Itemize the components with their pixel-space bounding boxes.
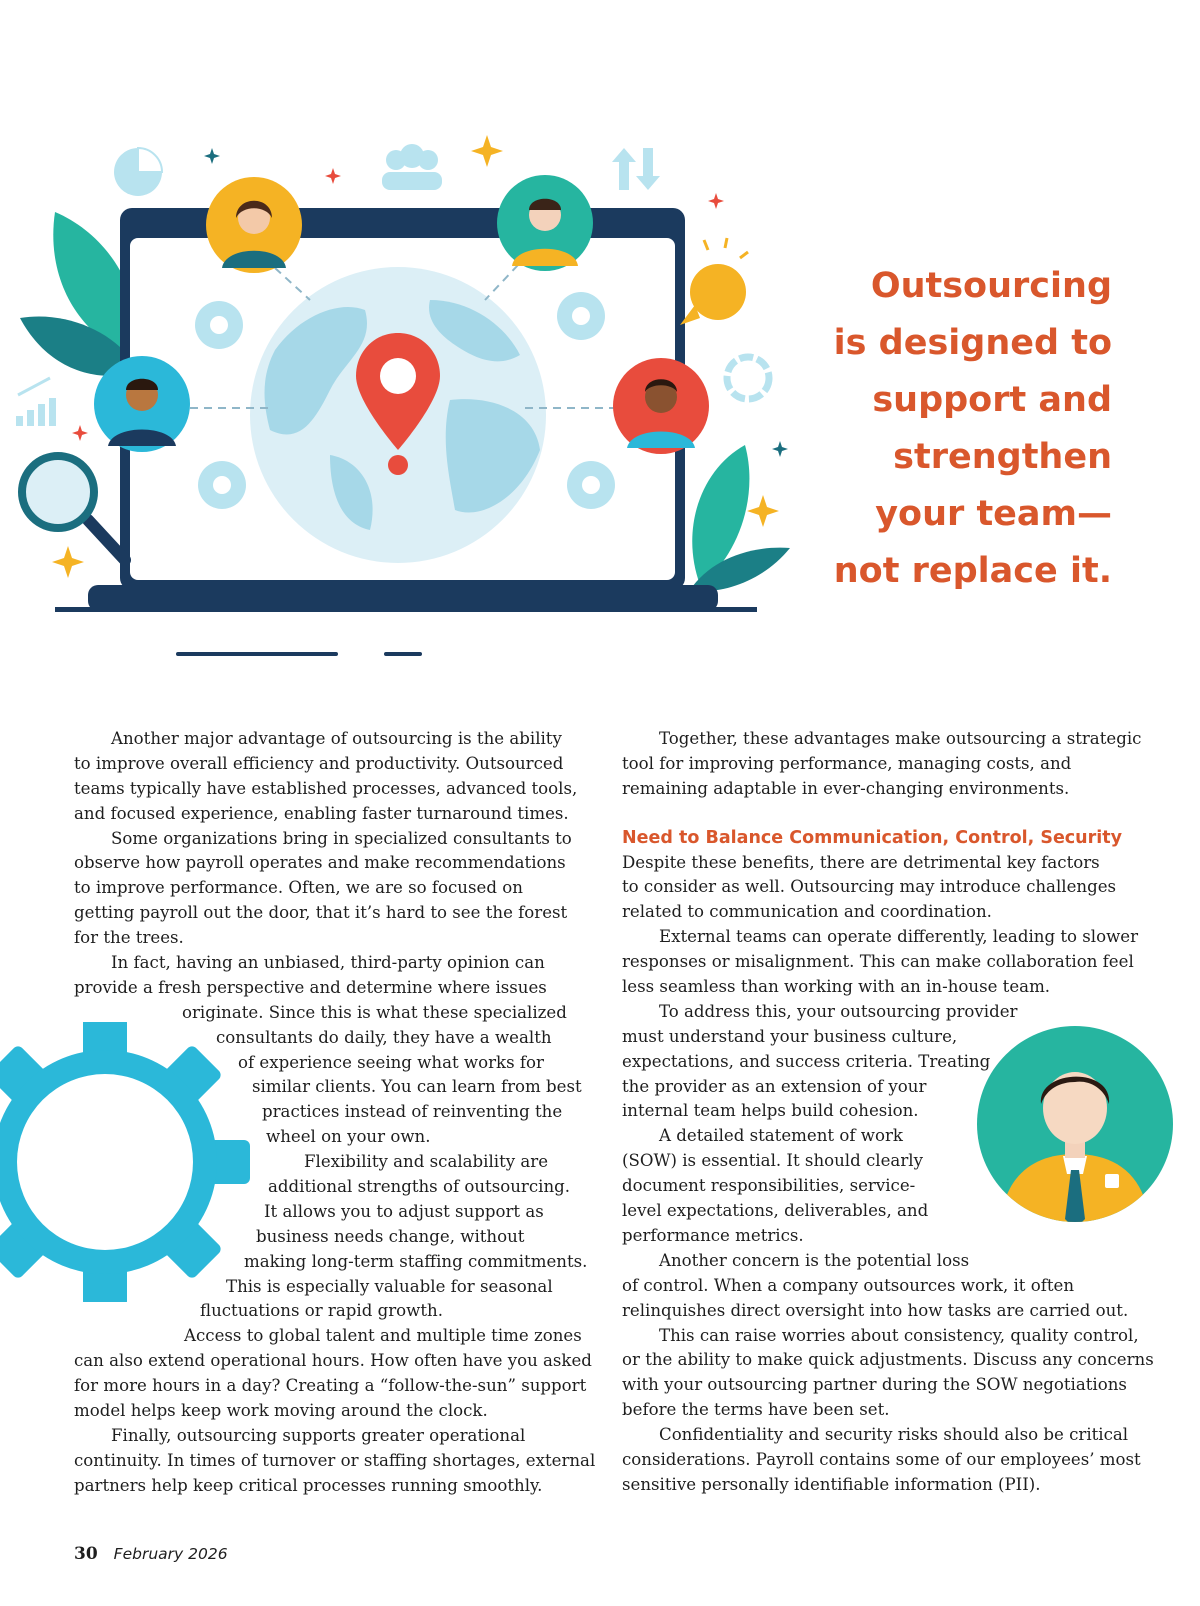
body-line: Access to global talent and multiple time zones	[184, 1326, 582, 1346]
body-line: This is especially valuable for seasonal	[226, 1276, 553, 1296]
body-line: with your outsourcing partner during the SOW negotiations	[622, 1375, 1127, 1395]
body-line: Finally, outsourcing supports greater operational	[111, 1425, 526, 1445]
ring-chart-icon	[727, 357, 769, 399]
body-line: sensitive personally identifiable information (PII).	[622, 1474, 1041, 1494]
body-line: wheel on your own.	[266, 1127, 431, 1147]
body-line: It allows you to adjust support as	[264, 1201, 544, 1221]
body-line: Flexibility and scalability are	[304, 1152, 549, 1172]
body-line: provide a fresh perspective and determine where issues	[74, 977, 547, 997]
body-line: to consider as well. Outsourcing may introduce challenges	[622, 877, 1117, 897]
body-line: expectations, and success criteria. Treating	[622, 1051, 991, 1071]
article-column-left	[74, 727, 596, 1499]
body-line: the provider as an extension of your	[622, 1076, 927, 1096]
body-line: partners help keep critical processes running smoothly.	[74, 1475, 543, 1495]
body-line: or the ability to make quick adjustments. Discuss any concerns	[622, 1350, 1154, 1370]
body-line: tool for improving performance, managing costs, and	[622, 753, 1072, 773]
body-line: continuity. In times of turnover or staffing shortages, external	[74, 1450, 596, 1470]
body-line: making long-term staffing commitments.	[244, 1251, 588, 1271]
decorative-lines	[176, 652, 422, 656]
avatar-icon	[206, 177, 302, 273]
body-line: for the trees.	[74, 928, 184, 948]
body-line: External teams can operate differently, leading to slower	[659, 927, 1139, 947]
body-line: of control. When a company outsources work, it often	[622, 1275, 1075, 1295]
body-line: (SOW) is essential. It should clearly	[622, 1151, 923, 1171]
page-footer	[74, 1544, 228, 1564]
team-icon	[382, 144, 442, 190]
pull-quote	[812, 258, 1112, 600]
lightbulb-icon	[680, 238, 748, 325]
body-line: teams typically have established processes, advanced tools,	[74, 778, 578, 798]
body-line: similar clients. You can learn from best	[252, 1077, 582, 1097]
body-line: can also extend operational hours. How often have you asked	[74, 1351, 592, 1371]
body-line: responses or misalignment. This can make collaboration feel	[622, 952, 1134, 972]
body-line: considerations. Payroll contains some of our employees’ most	[622, 1449, 1141, 1469]
body-line: related to communication and coordination.	[622, 902, 992, 922]
body-line: internal team helps build cohesion.	[622, 1101, 919, 1121]
body-line: To address this, your outsourcing provider	[659, 1001, 1018, 1021]
pull-quote-line: is designed to	[833, 323, 1112, 363]
body-line: remaining adaptable in ever-changing environments.	[622, 778, 1070, 798]
body-line: level expectations, deliverables, and	[622, 1201, 929, 1221]
section-subheading: Need to Balance Communication, Control, Security	[622, 827, 1123, 848]
pull-quote-line: Outsourcing	[870, 266, 1112, 306]
leaf-icon	[690, 445, 790, 591]
body-line: before the terms have been set.	[622, 1400, 890, 1420]
body-line: A detailed statement of work	[659, 1126, 903, 1146]
body-line: Confidentiality and security risks should also be critical	[659, 1425, 1129, 1445]
body-line: of experience seeing what works for	[238, 1052, 544, 1072]
body-line: to improve performance. Often, we are so focused on	[74, 878, 523, 898]
avatar-icon	[497, 175, 593, 271]
bar-chart-icon	[16, 378, 56, 426]
body-line: for more hours in a day? Creating a “follow-the-sun” support	[74, 1376, 587, 1396]
body-line: less seamless than working with an in-house team.	[622, 977, 1051, 997]
page-number: 30	[74, 1544, 98, 1564]
body-line: model helps keep work moving around the clock.	[74, 1401, 488, 1421]
outsourcing-illustration	[0, 120, 820, 690]
body-line: Some organizations bring in specialized consultants to	[111, 828, 572, 848]
body-line: practices instead of reinventing the	[262, 1102, 563, 1122]
body-line: and focused experience, enabling faster turnaround times.	[74, 803, 569, 823]
magnifier-icon	[22, 456, 125, 560]
pie-chart-icon	[114, 148, 162, 196]
body-line: relinquishes direct oversight into how tasks are carried out.	[622, 1300, 1129, 1320]
arrows-icon	[612, 148, 660, 190]
issue-date: February 2026	[113, 1545, 228, 1563]
body-line: business needs change, without	[256, 1226, 525, 1246]
pull-quote-line: your team—	[875, 494, 1112, 534]
body-line: Another concern is the potential loss	[659, 1250, 970, 1270]
body-line: Another major advantage of outsourcing is the ability	[111, 729, 562, 748]
body-line: getting payroll out the door, that it’s hard to see the forest	[74, 903, 568, 923]
body-line: Despite these benefits, there are detrimental key factors	[622, 852, 1100, 872]
body-line: document responsibilities, service-	[622, 1176, 916, 1196]
article-column-right	[622, 727, 1154, 1498]
body-line: fluctuations or rapid growth.	[200, 1301, 443, 1321]
pull-quote-line: not replace it.	[833, 551, 1112, 591]
body-line: must understand your business culture,	[622, 1026, 958, 1046]
body-line: This can raise worries about consistency, quality control,	[659, 1325, 1139, 1345]
body-line: to improve overall efficiency and productivity. Outsourced	[74, 753, 564, 773]
body-line: Together, these advantages make outsourcing a strategic	[659, 729, 1142, 748]
body-line: additional strengths of outsourcing.	[268, 1177, 571, 1197]
body-line: originate. Since this is what these specialized	[182, 1002, 567, 1022]
body-line: In fact, having an unbiased, third-party opinion can	[111, 953, 545, 973]
pull-quote-line: strengthen	[893, 437, 1112, 477]
avatar-icon	[613, 358, 709, 454]
body-line: observe how payroll operates and make recommendations	[74, 853, 566, 873]
pull-quote-line: support and	[872, 380, 1112, 420]
body-line: performance metrics.	[622, 1225, 804, 1245]
body-line: consultants do daily, they have a wealth	[216, 1027, 552, 1047]
avatar-icon	[94, 356, 190, 452]
